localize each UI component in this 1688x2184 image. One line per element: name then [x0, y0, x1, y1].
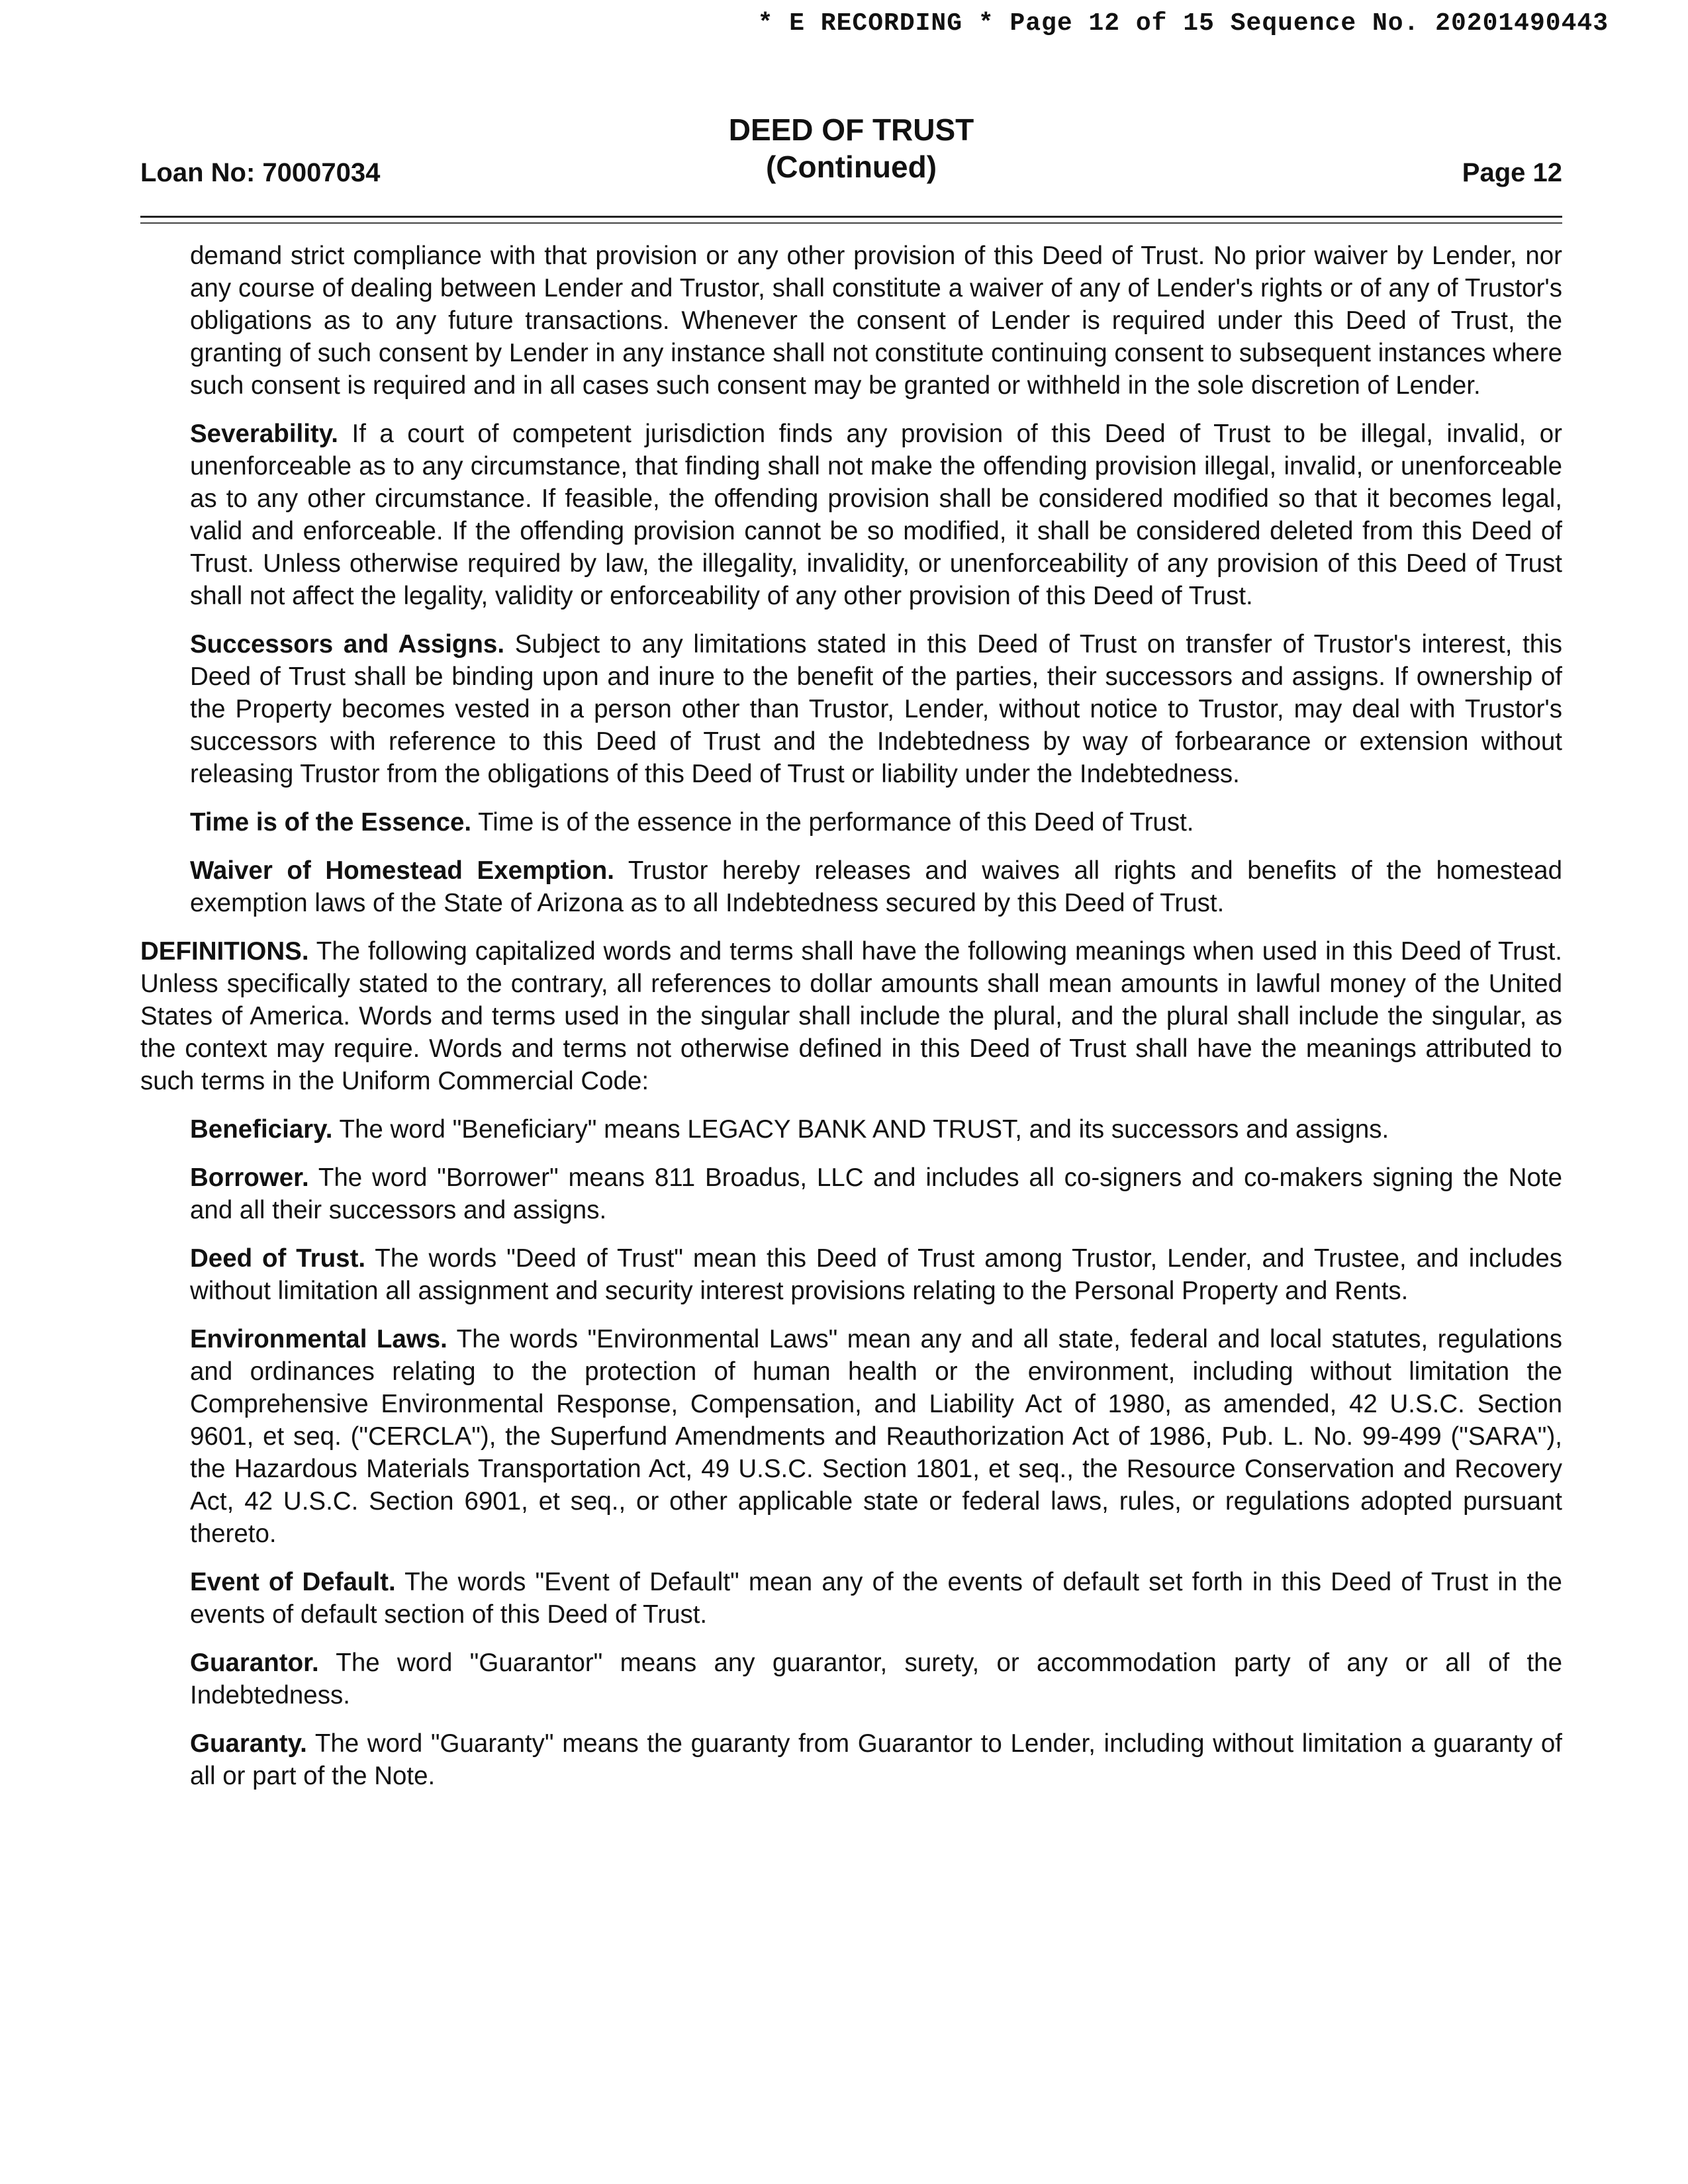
document-subtitle: (Continued) [765, 150, 937, 184]
paragraph-severability [190, 418, 1562, 612]
paragraph-successors [190, 628, 1562, 790]
definition-text: The word "Borrower" means 811 Broadus, LLC and includes all co-signers and co-makers signing the Note and all their successors and assigns. [190, 1163, 1562, 1224]
page-number: Page 12 [1462, 158, 1562, 187]
header-rule-bottom [140, 222, 1562, 224]
definition-term: Guaranty. [190, 1729, 307, 1758]
definition-text: The words "Event of Default" mean any of the events of default set forth in this Deed of Trust in the events of default section of this Deed of Trust. [190, 1568, 1562, 1629]
paragraph-term: Severability. [190, 420, 338, 448]
document-header [140, 111, 1562, 191]
definitions-intro [140, 935, 1562, 1097]
definition-term: Deed of Trust. [190, 1244, 366, 1273]
definition-term: Borrower. [190, 1163, 309, 1192]
paragraph-text: If a court of competent jurisdiction finds any provision of this Deed of Trust to be illegal, invalid, or unenforceable as to any circumstance, that finding shall not make the offending provision illegal, invalid, or unenforceable as to any other circumstance. If feasible, the offending provision shall be considered modified so that it becomes legal, valid and enforceable. If the offending provision cannot be so modified, it shall be considered deleted from this Deed of Trust. Unless otherwise required by law, the illegality, invalidity, or unenforceability of any provision of this Deed of Trust shall not affect the legality, validity or enforceability of any other provision of this Deed of Trust. [190, 420, 1562, 610]
paragraph-term: Waiver of Homestead Exemption. [190, 856, 614, 885]
definition-term: Beneficiary. [190, 1115, 333, 1144]
definition-text: The word "Guarantor" means any guarantor, surety, or accommodation party of any or all of the Indebtedness. [190, 1649, 1562, 1709]
definition-term: Event of Default. [190, 1568, 396, 1596]
definition-text: The word "Beneficiary" means LEGACY BANK AND TRUST, and its successors and assigns. [339, 1115, 1389, 1144]
paragraph-text: Trustor hereby releases and waives all rights and benefits of the homestead exemption laws of the State of Arizona as to all Indebtedness secured by this Deed of Trust. [190, 856, 1562, 917]
document-title: DEED OF TRUST [728, 113, 974, 147]
paragraph-time-essence [190, 806, 1562, 839]
definition-term: Environmental Laws. [190, 1325, 447, 1353]
definitions-heading: DEFINITIONS. [140, 937, 309, 966]
definition-guaranty [190, 1727, 1562, 1792]
paragraph-homestead [190, 854, 1562, 919]
definition-borrower [190, 1161, 1562, 1226]
definition-beneficiary [190, 1113, 1562, 1146]
definition-text: The word "Guaranty" means the guaranty from Guarantor to Lender, including without limitation a guaranty of all or part of the Note. [190, 1729, 1562, 1790]
paragraph-text: demand strict compliance with that provision or any other provision of this Deed of Trust. No prior waiver by Lender, nor any course of dealing between Lender and Trustor, shall constitute a waiver of any of Lender's rights or of any of Trustor's obligations as to any future transactions. Whenever the consent of Lender is required under this Deed of Trust, the granting of such consent by Lender in any instance shall not constitute continuing consent to subsequent instances where such consent is required and in all cases such consent may be granted or withheld in the sole discretion of Lender. [190, 242, 1562, 400]
definition-environmental-laws [190, 1323, 1562, 1550]
paragraph-text: Time is of the essence in the performance of this Deed of Trust. [478, 808, 1194, 837]
definitions-intro-text: The following capitalized words and terms shall have the following meanings when used in this Deed of Trust. Unless specifically stated to the contrary, all references to dollar amounts shall mean amounts in lawful money of the United States of America. Words and terms used in the singular shall include the plural, and the plural shall include the singular, as the context may require. Words and terms not otherwise defined in this Deed of Trust shall have the meanings attributed to such terms in the Uniform Commercial Code: [140, 937, 1562, 1095]
definition-term: Guarantor. [190, 1649, 319, 1677]
loan-number: Loan No: 70007034 [140, 158, 381, 187]
paragraph-term: Time is of the Essence. [190, 808, 472, 837]
recording-header: * E RECORDING * Page 12 of 15 Sequence No. 20201490443 [757, 9, 1609, 38]
paragraph-text: Subject to any limitations stated in this Deed of Trust on transfer of Trustor's interest, this Deed of Trust shall be binding upon and inure to the benefit of the parties, their successors and assigns. If ownership of the Property becomes vested in a person other than Trustor, Lender, without notice to Trustor, may deal with Trustor's successors with reference to this Deed of Trust and the Indebtedness by way of forbearance or extension without releasing Trustor from the obligations of this Deed of Trust or liability under the Indebtedness. [190, 630, 1563, 788]
definition-text: The words "Deed of Trust" mean this Deed of Trust among Trustor, Lender, and Trustee, and includes without limitation all assignment and security interest provisions relating to the Personal Property and Rents. [190, 1244, 1562, 1305]
definition-text: The words "Environmental Laws" mean any and all state, federal and local statutes, regulations and ordinances relating to the protection of human health or the environment, including without limitation the Comprehensive Environmental Response, Compensation, and Liability Act of 1980, as amended, 42 U.S.C. Section 9601, et seq. ("CERCLA"), the Superfund Amendments and Reauthorization Act of 1986, Pub. L. No. 99-499 ("SARA"), the Hazardous Materials Transportation Act, 49 U.S.C. Section 1801, et seq., the Resource Conservation and Recovery Act, 42 U.S.C. Section 6901, et seq., or other applicable state or federal laws, rules, or regulations adopted pursuant thereto. [190, 1325, 1562, 1548]
definition-guarantor [190, 1647, 1562, 1711]
document-body [140, 240, 1562, 1808]
paragraph-term: Successors and Assigns. [190, 630, 505, 659]
definition-deed-of-trust [190, 1242, 1562, 1307]
header-rule-top [140, 216, 1562, 218]
paragraph-continuation [190, 240, 1562, 402]
definition-event-of-default [190, 1566, 1562, 1631]
